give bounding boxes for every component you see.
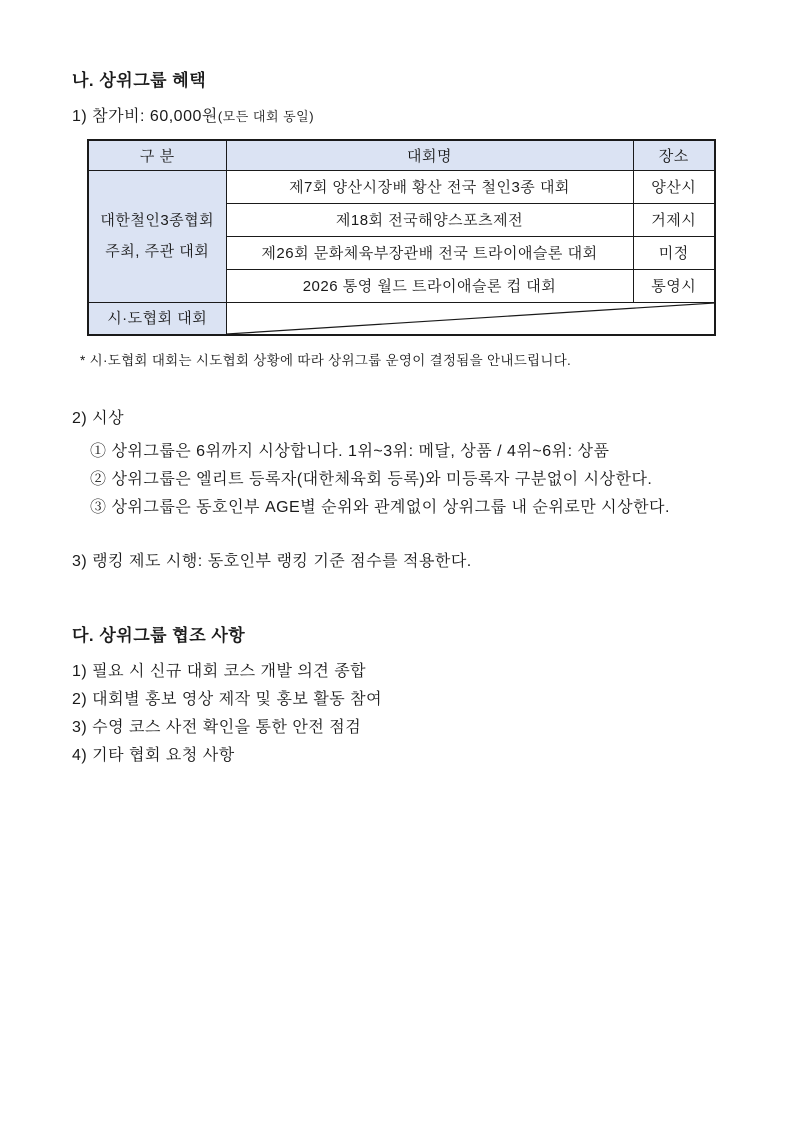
cooperation-item: 1) 필요 시 신규 대회 코스 개발 의견 종합 bbox=[72, 662, 367, 680]
fee-line bbox=[72, 103, 723, 126]
empty-diagonal-cell bbox=[226, 302, 715, 335]
table-row bbox=[88, 170, 715, 203]
competition-place: 양산시 bbox=[633, 170, 715, 203]
competition-name: 제7회 양산시장배 황산 전국 철인3종 대회 bbox=[226, 170, 633, 203]
competition-name: 2026 통영 월드 트라이애슬론 컵 대회 bbox=[226, 269, 633, 302]
table-footnote: * 시·도협회 대회는 시도협회 상황에 따라 상위그룹 운영이 결정됨을 안내드립니다. bbox=[80, 352, 572, 368]
fee-note: (모든 대회 동일) bbox=[217, 109, 315, 124]
diagonal-slash-icon bbox=[227, 303, 715, 334]
awards-item: ② 상위그룹은 엘리트 등록자(대한체육회 등록)와 미등록자 구분없이 시상한다. bbox=[90, 470, 653, 488]
cooperation-item: 3) 수영 코스 사전 확인을 통한 안전 점검 bbox=[72, 718, 362, 736]
table-row-regional bbox=[88, 302, 715, 335]
ranking-line: 3) 랭킹 제도 시행: 동호인부 랭킹 기준 점수를 적용한다. bbox=[72, 552, 472, 570]
fee-label: 1) 참가비: 60,000원 bbox=[72, 108, 218, 125]
table-header-row bbox=[88, 140, 715, 170]
section-c-heading: 다. 상위그룹 협조 사항 bbox=[72, 625, 246, 645]
awards-item: ① 상위그룹은 6위까지 시상합니다. 1위~3위: 메달, 상품 / 4위~6위: 상품 bbox=[90, 442, 610, 460]
competition-name: 제18회 전국해양스포츠제전 bbox=[226, 203, 633, 236]
awards-heading: 2) 시상 bbox=[72, 409, 125, 427]
cooperation-item: 2) 대회별 홍보 영상 제작 및 홍보 활동 참여 bbox=[72, 690, 383, 708]
header-cell-competition: 대회명 bbox=[226, 140, 633, 170]
header-cell-location: 장소 bbox=[633, 140, 715, 170]
competition-place: 미정 bbox=[633, 236, 715, 269]
competition-table bbox=[87, 139, 716, 336]
group-label-line2: 주최, 주관 대회 bbox=[105, 243, 210, 260]
group-label-cell bbox=[88, 170, 226, 302]
awards-list bbox=[90, 438, 723, 522]
group-label-line1: 대한철인3종협회 bbox=[100, 212, 215, 229]
competition-name: 제26회 문화체육부장관배 전국 트라이애슬론 대회 bbox=[226, 236, 633, 269]
section-b-heading: 나. 상위그룹 혜택 bbox=[72, 71, 207, 90]
regional-label-cell: 시·도협회 대회 bbox=[88, 302, 226, 335]
cooperation-list bbox=[72, 658, 723, 770]
awards-item: ③ 상위그룹은 동호인부 AGE별 순위와 관계없이 상위그룹 내 순위로만 시상한다. bbox=[90, 498, 670, 516]
competition-place: 통영시 bbox=[633, 269, 715, 302]
header-cell-category: 구 분 bbox=[88, 140, 226, 170]
cooperation-item: 4) 기타 협회 요청 사항 bbox=[72, 746, 235, 764]
competition-place: 거제시 bbox=[633, 203, 715, 236]
